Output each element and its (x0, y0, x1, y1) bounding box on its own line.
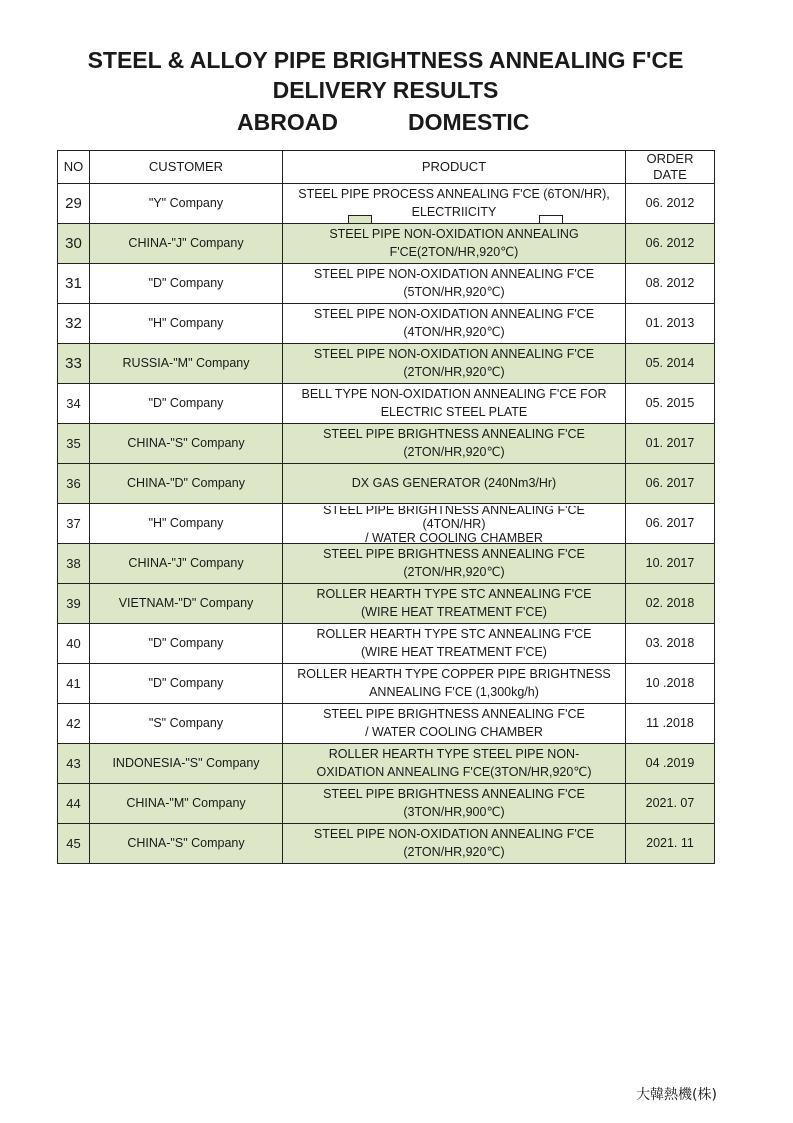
product-line-2: ANNEALING F'CE (1,300kg/h) (369, 684, 539, 699)
header-order-date-line2: DATE (653, 167, 687, 182)
cell-customer: CHINA-"S" Company (90, 424, 283, 464)
delivery-table (57, 150, 715, 864)
cell-customer: CHINA-"J" Company (90, 224, 283, 264)
product-line-2: (4TON/HR,920℃) (403, 324, 505, 339)
cell-customer: "D" Company (90, 264, 283, 304)
product-line-1: STEEL PIPE BRIGHTNESS ANNEALING F'CE (323, 787, 585, 801)
cell-no: 44 (58, 784, 90, 824)
cell-order-date: 06. 2017 (626, 464, 715, 504)
legend (0, 106, 793, 136)
product-text (286, 386, 622, 422)
product-line-2: F'CE(2TON/HR,920℃) (389, 244, 519, 259)
product-text (286, 226, 622, 262)
product-line-2: (WIRE HEAT TREATMENT F'CE) (361, 644, 547, 659)
cell-order-date: 05. 2014 (626, 344, 715, 384)
cell-customer: CHINA-"D" Company (90, 464, 283, 504)
product-text (286, 186, 622, 222)
table-row (58, 264, 715, 304)
cell-customer: VIETNAM-"D" Company (90, 584, 283, 624)
cell-no: 33 (58, 344, 90, 384)
cell-no: 42 (58, 704, 90, 744)
product-line-1: STEEL PIPE NON-OXIDATION ANNEALING F'CE (313, 267, 595, 281)
cell-customer: "Y" Company (90, 184, 283, 224)
header-no: NO (58, 151, 90, 184)
legend-domestic-label: DOMESTIC (408, 109, 530, 135)
header-order-date-line1: ORDER (646, 151, 694, 166)
table-row (58, 544, 715, 584)
cell-no: 45 (58, 824, 90, 864)
table-row (58, 824, 715, 864)
product-text (286, 466, 622, 502)
table-row (58, 384, 715, 424)
product-line-2: (4TON/HR) (422, 516, 486, 531)
header-product: PRODUCT (283, 151, 626, 184)
cell-no: 31 (58, 264, 90, 304)
product-line-2: OXIDATION ANNEALING F'CE(3TON/HR,920℃) (316, 764, 592, 779)
cell-customer: CHINA-"S" Company (90, 824, 283, 864)
cell-customer: "H" Company (90, 504, 283, 544)
product-line-1: STEEL PIPE PROCESS ANNEALING F'CE (6TON/HR), (298, 187, 610, 201)
product-line-3: / WATER COOLING CHAMBER (365, 530, 543, 542)
cell-order-date: 01. 2017 (626, 424, 715, 464)
cell-order-date: 08. 2012 (626, 264, 715, 304)
cell-product (283, 504, 626, 544)
product-text (286, 826, 622, 862)
product-line-2: (2TON/HR,920℃) (403, 844, 505, 859)
product-line-2: (2TON/HR,920℃) (403, 564, 505, 579)
product-line-1: ROLLER HEARTH TYPE COPPER PIPE BRIGHTNESS (297, 667, 611, 681)
product-line-1: STEEL PIPE NON-OXIDATION ANNEALING F'CE (313, 827, 595, 841)
cell-order-date: 06. 2012 (626, 224, 715, 264)
cell-no: 35 (58, 424, 90, 464)
cell-product (283, 544, 626, 584)
cell-product (283, 184, 626, 224)
product-text (286, 666, 622, 702)
product-line-1: STEEL PIPE BRIGHTNESS ANNEALING F'CE (323, 547, 585, 561)
product-line-1: ROLLER HEARTH TYPE STC ANNEALING F'CE (316, 587, 592, 601)
cell-order-date: 2021. 07 (626, 784, 715, 824)
product-line-2: / WATER COOLING CHAMBER (365, 724, 543, 739)
cell-order-date: 01. 2013 (626, 304, 715, 344)
cell-order-date: 04 .2019 (626, 744, 715, 784)
cell-no: 32 (58, 304, 90, 344)
header-order-date (626, 151, 715, 184)
cell-product (283, 264, 626, 304)
product-line-1: STEEL PIPE NON-OXIDATION ANNEALING F'CE (313, 347, 595, 361)
cell-product (283, 304, 626, 344)
cell-customer: "D" Company (90, 384, 283, 424)
product-text (286, 426, 622, 462)
cell-order-date: 06. 2012 (626, 184, 715, 224)
cell-customer: "H" Company (90, 304, 283, 344)
cell-order-date: 10. 2017 (626, 544, 715, 584)
cell-no: 38 (58, 544, 90, 584)
page-subtitle: DELIVERY RESULTS (272, 77, 499, 103)
cell-product (283, 624, 626, 664)
cell-no: 41 (58, 664, 90, 704)
product-line-2: (5TON/HR,920℃) (403, 284, 505, 299)
table-row (58, 424, 715, 464)
cell-order-date: 02. 2018 (626, 584, 715, 624)
product-text (286, 346, 622, 382)
product-text (286, 546, 622, 582)
product-line-1: STEEL PIPE NON-OXIDATION ANNEALING (329, 227, 579, 241)
cell-product (283, 424, 626, 464)
table-row (58, 704, 715, 744)
cell-order-date: 10 .2018 (626, 664, 715, 704)
product-text (286, 746, 622, 782)
table-row (58, 344, 715, 384)
product-line-2: (WIRE HEAT TREATMENT F'CE) (361, 604, 547, 619)
cell-no: 34 (58, 384, 90, 424)
table-row (58, 624, 715, 664)
cell-order-date: 2021. 11 (626, 824, 715, 864)
cell-product (283, 384, 626, 424)
product-line-2: ELECTRIICITY (411, 204, 497, 219)
product-line-2: (2TON/HR,920℃) (403, 364, 505, 379)
product-line-2: ELECTRIC STEEL PLATE (380, 404, 528, 419)
cell-product (283, 224, 626, 264)
company-name: 大韓熱機(株) (636, 1087, 717, 1103)
table-header-row (58, 151, 715, 184)
cell-order-date: 05. 2015 (626, 384, 715, 424)
cell-product (283, 744, 626, 784)
cell-no: 39 (58, 584, 90, 624)
product-line-1: STEEL PIPE NON-OXIDATION ANNEALING F'CE (313, 307, 595, 321)
cell-customer: CHINA-"M" Company (90, 784, 283, 824)
cell-customer: CHINA-"J" Company (90, 544, 283, 584)
table-row (58, 784, 715, 824)
product-line-1: ROLLER HEARTH TYPE STC ANNEALING F'CE (316, 627, 592, 641)
cell-customer: RUSSIA-"M" Company (90, 344, 283, 384)
page-title: STEEL & ALLOY PIPE BRIGHTNESS ANNEALING F'CE (87, 47, 684, 73)
product-line-2: (3TON/HR,900℃) (403, 804, 505, 819)
product-line-1: STEEL PIPE BRIGHTNESS ANNEALING F'CE (323, 707, 585, 721)
product-line-1: STEEL PIPE BRIGHTNESS ANNEALING F'CE (323, 427, 585, 441)
cell-no: 36 (58, 464, 90, 504)
cell-customer: "D" Company (90, 624, 283, 664)
cell-order-date: 11 .2018 (626, 704, 715, 744)
table-row (58, 184, 715, 224)
table-row (58, 504, 715, 544)
product-line-1: ROLLER HEARTH TYPE STEEL PIPE NON- (328, 747, 580, 761)
cell-no: 37 (58, 504, 90, 544)
table-row (58, 584, 715, 624)
product-text (286, 306, 622, 342)
table-row (58, 464, 715, 504)
cell-no: 30 (58, 224, 90, 264)
cell-customer: INDONESIA-"S" Company (90, 744, 283, 784)
header-customer: CUSTOMER (90, 151, 283, 184)
product-line-1: BELL TYPE NON-OXIDATION ANNEALING F'CE FOR (301, 387, 607, 401)
table-row (58, 304, 715, 344)
cell-customer: "D" Company (90, 664, 283, 704)
product-line-1: STEEL PIPE BRIGHTNESS ANNEALING F'CE (323, 505, 585, 517)
product-text (286, 626, 622, 662)
cell-order-date: 06. 2017 (626, 504, 715, 544)
cell-product (283, 464, 626, 504)
cell-customer: "S" Company (90, 704, 283, 744)
product-line-1: DX GAS GENERATOR (240Nm3/Hr) (351, 475, 557, 490)
product-text (286, 266, 622, 302)
cell-order-date: 03. 2018 (626, 624, 715, 664)
cell-product (283, 824, 626, 864)
cell-no: 40 (58, 624, 90, 664)
product-text (286, 786, 622, 822)
cell-product (283, 784, 626, 824)
table-row (58, 224, 715, 264)
cell-no: 43 (58, 744, 90, 784)
cell-product (283, 664, 626, 704)
product-text (286, 706, 622, 742)
cell-no: 29 (58, 184, 90, 224)
table-row (58, 664, 715, 704)
product-text (286, 586, 622, 622)
table-row (58, 744, 715, 784)
cell-product (283, 344, 626, 384)
cell-product (283, 584, 626, 624)
product-line-2: (2TON/HR,920℃) (403, 444, 505, 459)
product-text (286, 506, 622, 542)
legend-abroad-label: ABROAD (237, 109, 338, 135)
cell-product (283, 704, 626, 744)
